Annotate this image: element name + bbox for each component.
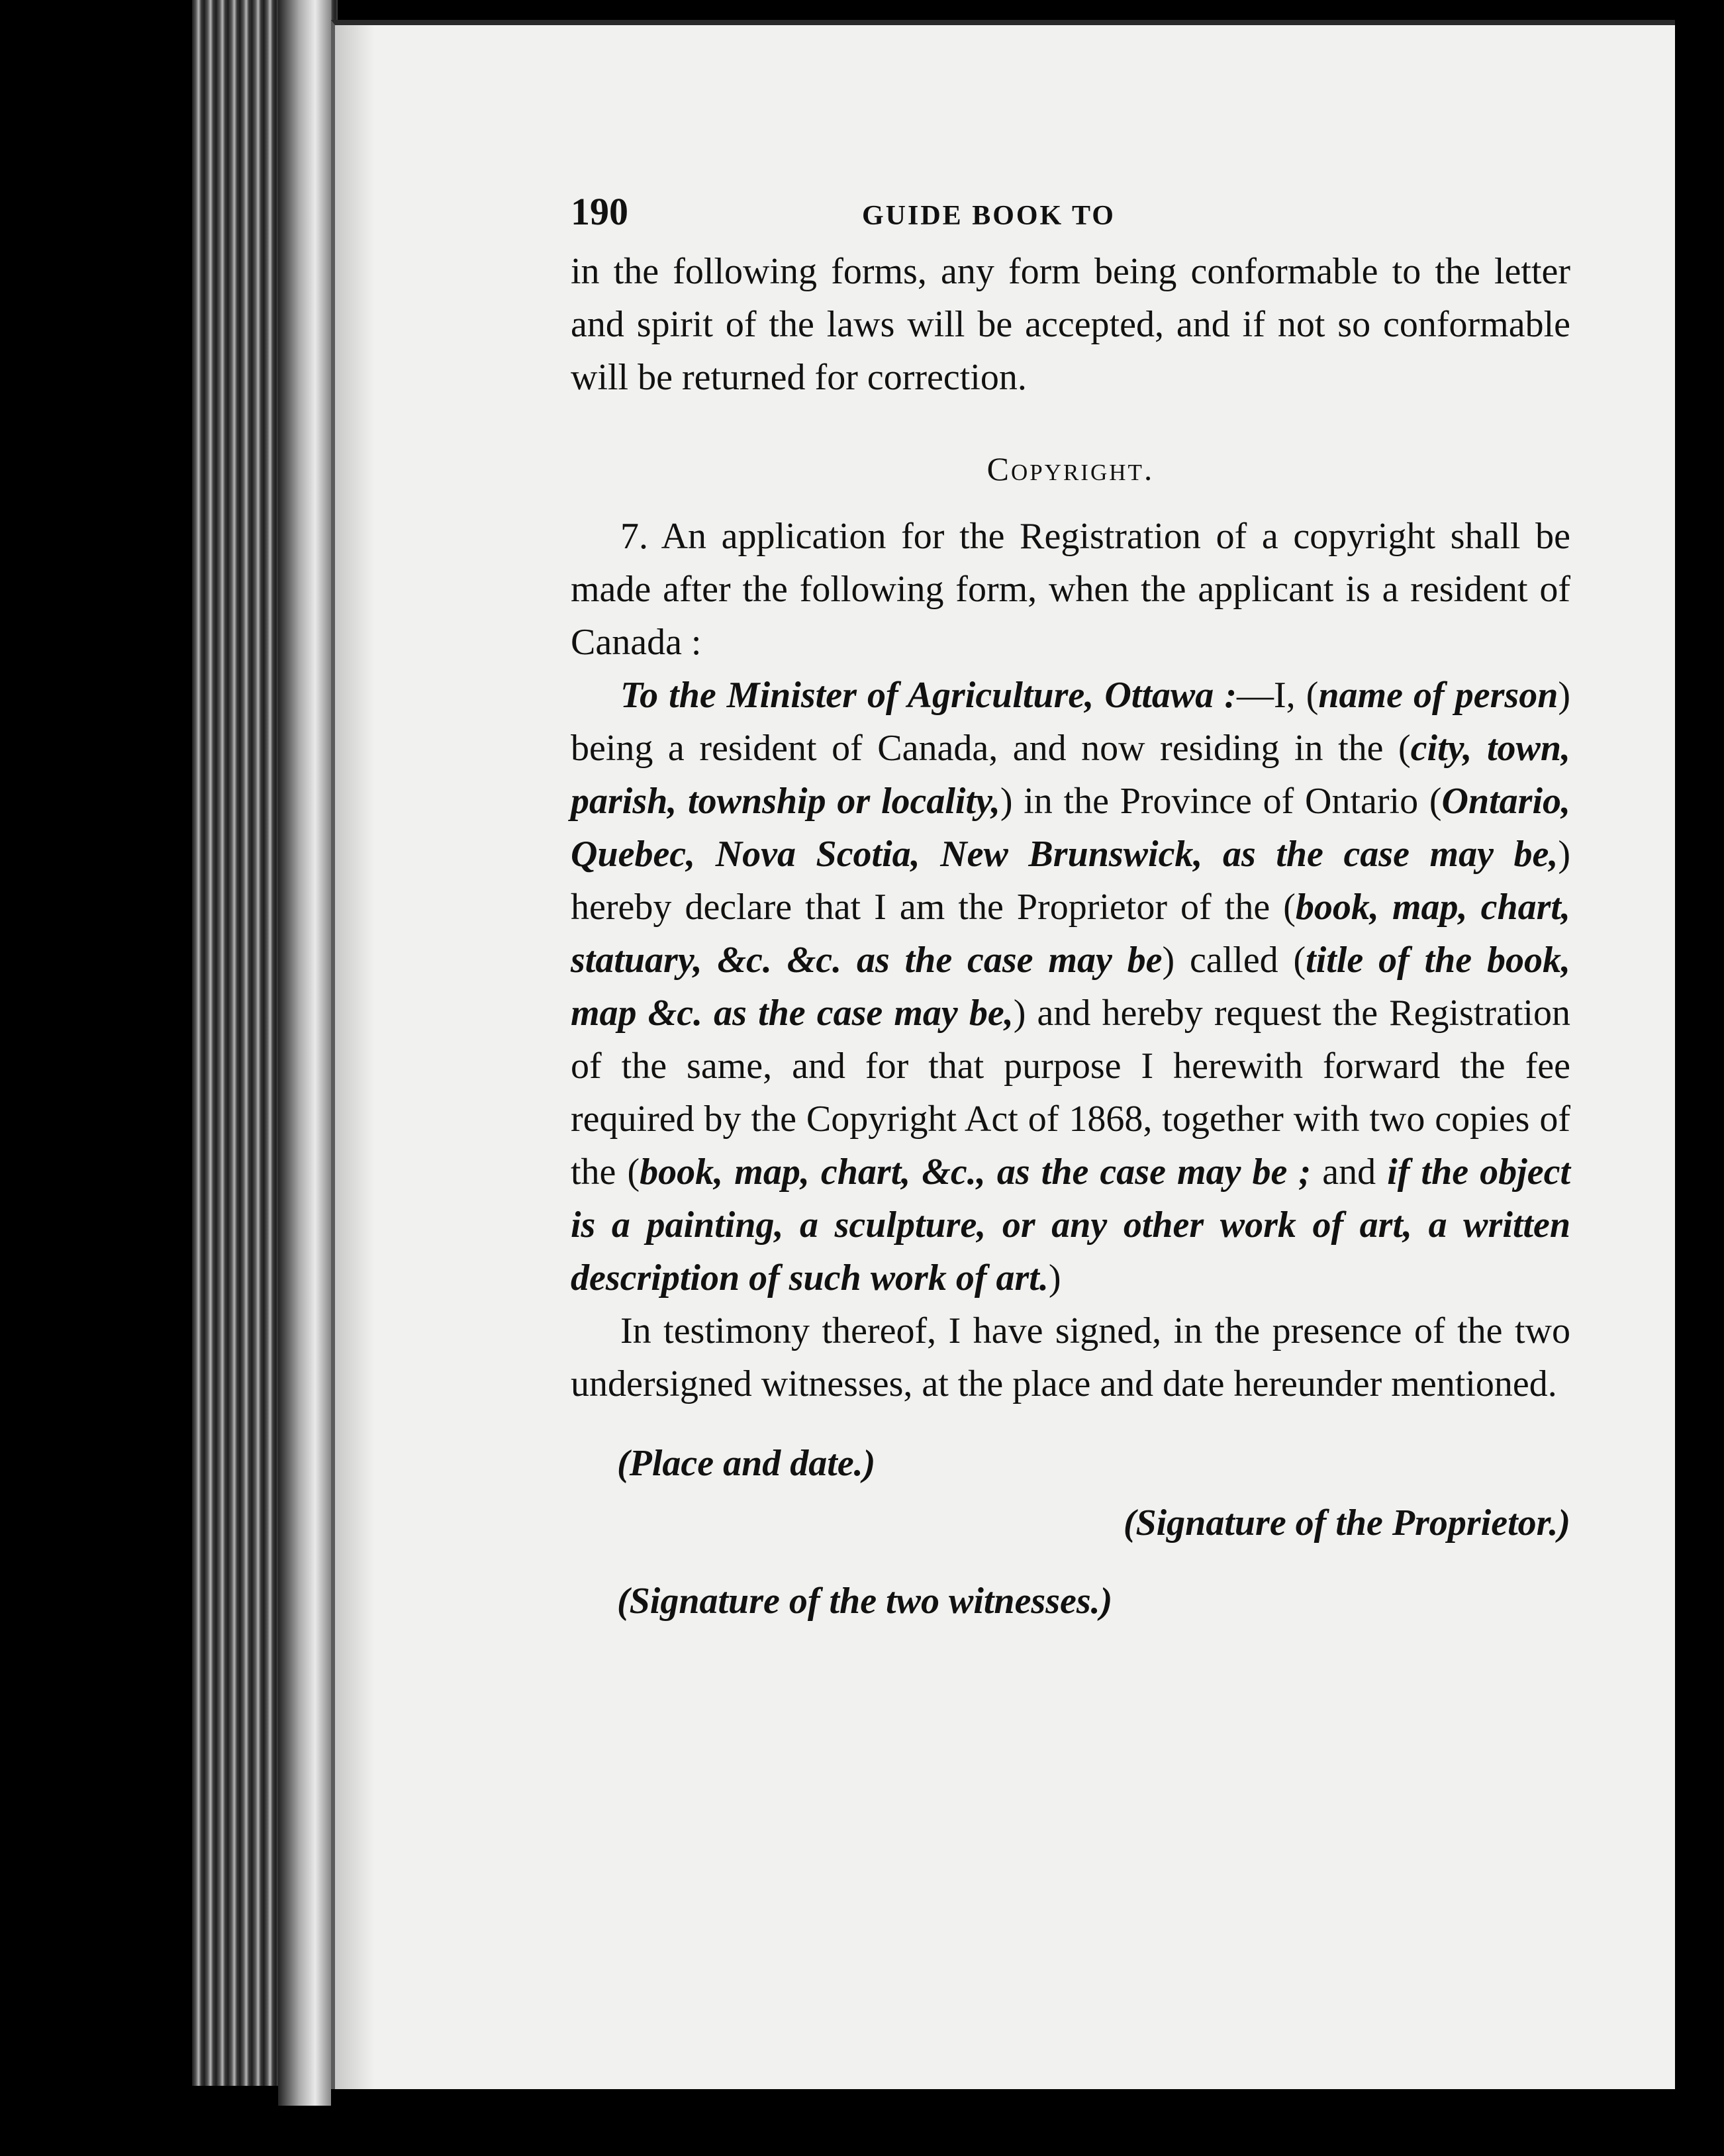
form-text: ) being a resident of Canada, and now residing in the ( xyxy=(571,675,1571,769)
form-addressee: To the Minister of Agriculture, Ottawa : xyxy=(620,675,1237,716)
running-head: GUIDE BOOK TO xyxy=(862,201,1116,231)
scan-border xyxy=(1675,0,1724,2156)
form-italic: book, map, chart, statuary, &c. &c. as the case may be xyxy=(571,887,1570,981)
page-number: 190 xyxy=(571,190,628,233)
form-italic: book, map, chart, &c., as the case may be ; xyxy=(640,1152,1312,1193)
form-text: ) and hereby request the Registration of the same, and for that purpose I herewith forward the fee required by the Copyright Act of 1868, together with two copies of the ( xyxy=(571,993,1570,1193)
page-text xyxy=(571,185,1570,1628)
form-text: ) xyxy=(1048,1257,1061,1298)
gutter-shadow xyxy=(335,25,375,2089)
section-title: Copyright. xyxy=(986,450,1155,487)
form-italic: name of person xyxy=(1318,675,1558,716)
form-italic: Ontario, Quebec, Nova Scotia, New Brunswick, as the case may be, xyxy=(571,781,1571,875)
signature-proprietor-text: (Signature of the Proprietor.) xyxy=(1123,1502,1570,1544)
application-form xyxy=(571,669,1570,1304)
form-text: ) hereby declare that I am the Proprietor of the ( xyxy=(571,834,1570,928)
form-text: ) in the Province of Ontario ( xyxy=(1000,781,1442,822)
form-italic: city, town, parish, township or locality, xyxy=(571,728,1570,822)
form-text: and xyxy=(1311,1152,1388,1193)
page-fore-edge xyxy=(278,0,331,2106)
testimony-paragraph: In testimony thereof, I have signed, in the presence of the two undersigned witnesses, at the place and date hereunder mentioned. xyxy=(571,1310,1570,1404)
place-and-date xyxy=(571,1437,1570,1490)
form-italic: title of the book, map &c. as the case may be, xyxy=(571,940,1571,1034)
form-text: ) called ( xyxy=(1162,940,1306,981)
signature-proprietor xyxy=(571,1496,1570,1549)
page-header xyxy=(571,185,1570,245)
place-and-date-text: (Place and date.) xyxy=(617,1443,876,1484)
intro-paragraph: in the following forms, any form being conformable to the letter and spirit of the laws will be accepted, and if not so conformable will be returned for correction. xyxy=(571,251,1570,398)
signature-witnesses xyxy=(571,1575,1570,1628)
form-italic: if the object is a painting, a sculpture, or any other work of art, a written description of such work of art. xyxy=(571,1152,1571,1298)
signature-witnesses-text: (Signature of the two witnesses.) xyxy=(617,1581,1113,1622)
paragraph-7: 7. An application for the Registration of a copyright shall be made after the following form, when the applicant is a resident of Canada : xyxy=(571,516,1570,663)
form-text: —I, ( xyxy=(1236,675,1319,716)
